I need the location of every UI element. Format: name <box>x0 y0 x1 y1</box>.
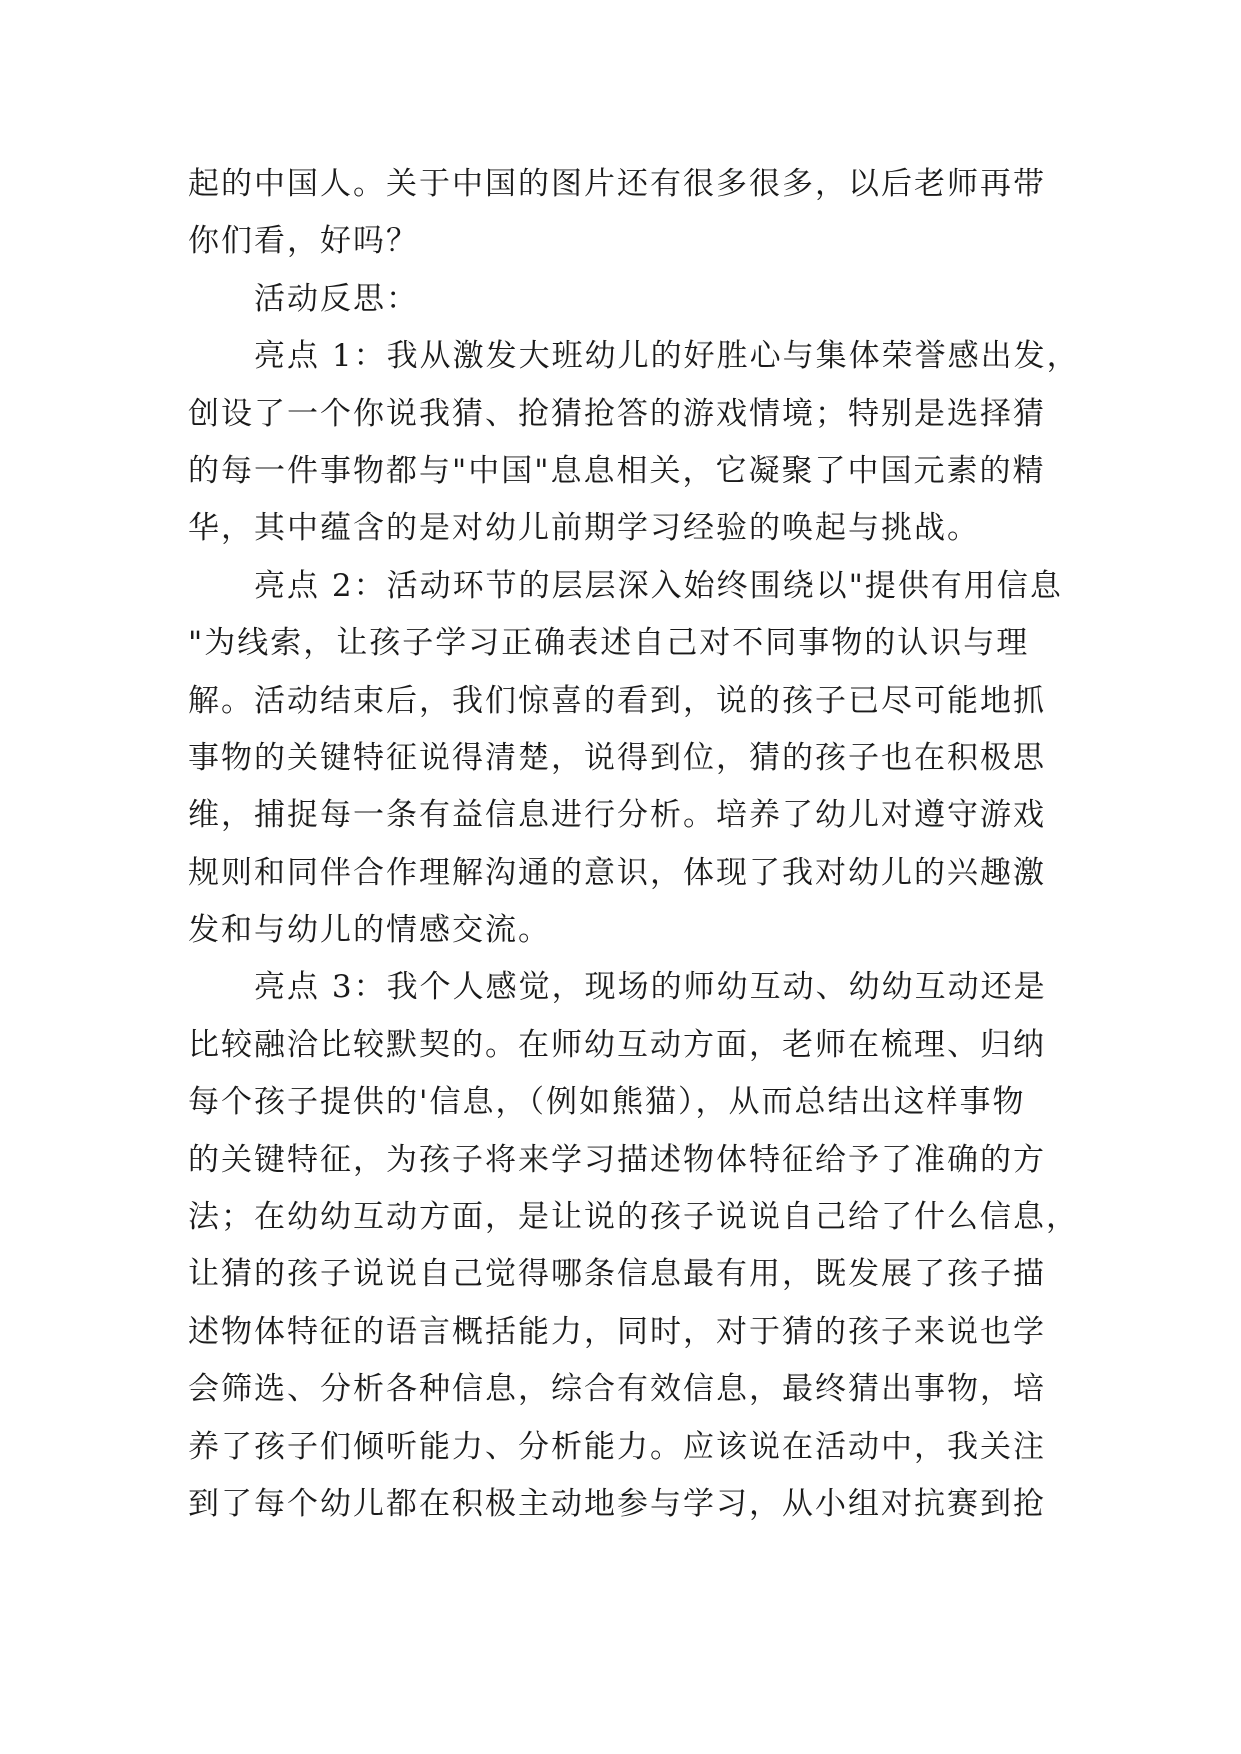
text-line: "为线索，让孩子学习正确表述自己对不同事物的认识与理 <box>188 625 1030 662</box>
text-line: 维，捕捉每一条有益信息进行分析。培养了幼儿对遵守游戏 <box>188 797 1046 834</box>
body-text <box>188 156 1080 1533</box>
text-line: 的每一件事物都与"中国"息息相关，它凝聚了中国元素的精 <box>188 452 1046 489</box>
text-line: 会筛选、分析各种信息，综合有效信息，最终猜出事物，培 <box>188 1371 1046 1408</box>
text-line: 法；在幼幼互动方面，是让说的孩子说说自己给了什么信息， <box>188 1199 1079 1236</box>
section-heading: 活动反思： <box>254 280 419 317</box>
text-line: 创设了一个你说我猜、抢猜抢答的游戏情境；特别是选择猜 <box>188 395 1046 432</box>
text-line: 的关键特征，为孩子将来学习描述物体特征给予了准确的方 <box>188 1141 1046 1178</box>
text-line: 发和与幼儿的情感交流。 <box>188 912 551 949</box>
text-line: 养了孩子们倾听能力、分析能力。应该说在活动中，我关注 <box>188 1428 1046 1465</box>
text-line: 事物的关键特征说得清楚，说得到位，猜的孩子也在积极思 <box>188 739 1046 776</box>
paragraph-start: 亮点 3：我个人感觉，现场的师幼互动、幼幼互动还是 <box>254 969 1047 1006</box>
text-line: 起的中国人。关于中国的图片还有很多很多，以后老师再带 <box>188 166 1046 202</box>
paragraph-start: 亮点 2：活动环节的层层深入始终围绕以"提供有用信息 <box>254 567 1063 604</box>
text-line: 让猜的孩子说说自己觉得哪条信息最有用，既发展了孩子描 <box>188 1256 1046 1293</box>
text-line: 到了每个幼儿都在积极主动地参与学习，从小组对抗赛到抢 <box>188 1485 1046 1522</box>
text-line: 解。活动结束后，我们惊喜的看到，说的孩子已尽可能地抓 <box>188 682 1046 719</box>
text-line: 华，其中蕴含的是对幼儿前期学习经验的唤起与挑战。 <box>188 510 980 547</box>
text-line: 每个孩子提供的'信息，（例如熊猫），从而总结出这样事物 <box>188 1084 1026 1121</box>
text-line: 述物体特征的语言概括能力，同时，对于猜的孩子来说也学 <box>188 1313 1046 1350</box>
paragraph-start: 亮点 1：我从激发大班幼儿的好胜心与集体荣誉感出发， <box>254 338 1080 375</box>
text-line: 你们看，好吗？ <box>188 223 419 260</box>
text-line: 比较融洽比较默契的。在师幼互动方面，老师在梳理、归纳 <box>188 1026 1046 1063</box>
text-line: 规则和同伴合作理解沟通的意识，体现了我对幼儿的兴趣激 <box>188 854 1046 891</box>
